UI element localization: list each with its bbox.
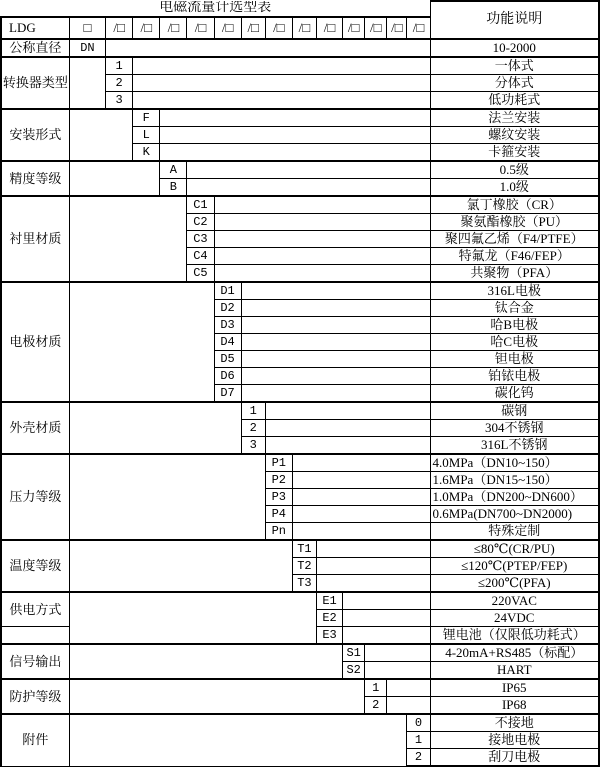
option-description-cell: 法兰安装: [430, 109, 599, 127]
option-description-cell: 4.0MPa（DN10~150）: [430, 454, 599, 472]
spacer-cell: [265, 437, 430, 455]
option-description-cell: 316L不锈钢: [430, 437, 599, 455]
spacer-cell: [241, 351, 430, 368]
spacer-cell: [69, 402, 241, 454]
spacer-cell: [343, 610, 430, 627]
option-description-cell: 共聚物（PFA）: [430, 265, 599, 283]
option-code-cell: 3: [106, 92, 133, 110]
category-label: 压力等级: [1, 454, 69, 540]
option-code-cell: D3: [214, 317, 241, 334]
option-code-cell: D6: [214, 368, 241, 385]
option-code-cell: 1: [407, 732, 430, 749]
spacer-cell: [241, 368, 430, 385]
model-slot-box: /□: [133, 17, 160, 39]
model-slot-box: /□: [160, 17, 187, 39]
category-label: 衬里材质: [1, 196, 69, 282]
category-label: 信号输出: [1, 644, 69, 679]
category-label: 供电方式: [1, 592, 69, 627]
option-description-cell: 316L电极: [430, 282, 599, 300]
model-slot-box: /□: [387, 17, 407, 39]
model-slot-box: /□: [292, 17, 316, 39]
option-code-cell: C5: [187, 265, 214, 283]
spacer-cell: [292, 454, 430, 472]
option-description-cell: 1.0级: [430, 179, 599, 197]
option-description-cell: 0.5级: [430, 161, 599, 179]
spacer-cell: [265, 420, 430, 437]
spacer-cell: [187, 179, 430, 197]
model-slot-box: /□: [214, 17, 241, 39]
option-code-cell: C1: [187, 196, 214, 214]
spacer-cell: [316, 558, 430, 575]
option-code-cell: C4: [187, 248, 214, 265]
spacer-cell: [69, 679, 364, 714]
option-code-cell: T3: [292, 575, 316, 593]
spacer-cell: [69, 454, 265, 540]
model-slot-box: /□: [241, 17, 265, 39]
option-code-cell: F: [133, 109, 160, 127]
option-description-cell: 4-20mA+RS485（标配）: [430, 644, 599, 662]
spacer-cell: [69, 540, 292, 592]
spacer-cell: [69, 57, 105, 109]
option-code-cell: S1: [343, 644, 365, 662]
option-code-cell: D2: [214, 300, 241, 317]
option-code-cell: E1: [316, 592, 342, 610]
model-slot-box: /□: [316, 17, 342, 39]
option-code-cell: 2: [241, 420, 265, 437]
option-description-cell: 1.6MPa（DN15~150）: [430, 472, 599, 489]
option-description-cell: 分体式: [430, 75, 599, 92]
spacer-cell: [214, 231, 430, 248]
option-code-cell: E3: [316, 627, 342, 645]
option-code-cell: D1: [214, 282, 241, 300]
spacer-cell: [106, 39, 431, 57]
category-label: 安装形式: [1, 109, 69, 161]
spacer-cell: [69, 161, 159, 196]
option-description-cell: HART: [430, 662, 599, 680]
spacer-cell: [241, 300, 430, 317]
spacer-cell: [133, 57, 430, 75]
option-code-cell: A: [160, 161, 187, 179]
option-description-cell: 接地电极: [430, 732, 599, 749]
model-slot-box: /□: [106, 17, 133, 39]
spacer-cell: [160, 109, 430, 127]
option-description-cell: 1.0MPa（DN200~DN600）: [430, 489, 599, 506]
spacer-cell: [160, 127, 430, 144]
option-description-cell: ≤80℃(CR/PU): [430, 540, 599, 558]
option-code-cell: 3: [241, 437, 265, 455]
option-description-cell: 聚氨酯橡胶（PU）: [430, 214, 599, 231]
model-base-box: □: [69, 17, 105, 39]
category-label-empty: [1, 627, 69, 645]
model-slot-box: /□: [265, 17, 292, 39]
option-code-cell: B: [160, 179, 187, 197]
spacer-cell: [241, 385, 430, 403]
category-label: 外壳材质: [1, 402, 69, 454]
option-description-cell: IP68: [430, 697, 599, 715]
category-label: 精度等级: [1, 161, 69, 196]
option-code-cell: P1: [265, 454, 292, 472]
spacer-cell: [214, 248, 430, 265]
option-description-cell: 哈C电极: [430, 334, 599, 351]
spacer-cell: [160, 144, 430, 162]
spacer-cell: [133, 92, 430, 110]
model-slot-box: /□: [343, 17, 365, 39]
function-column-header: 功能说明: [430, 1, 599, 39]
option-description-cell: 不接地: [430, 714, 599, 732]
model-prefix: LDG: [1, 17, 69, 39]
spacer-cell: [292, 489, 430, 506]
option-description-cell: 0.6MPa(DN700~DN2000): [430, 506, 599, 523]
spacer-cell: [133, 75, 430, 92]
option-description-cell: 220VAC: [430, 592, 599, 610]
category-label: 防护等级: [1, 679, 69, 714]
spacer-cell: [292, 506, 430, 523]
spacer-cell: [241, 334, 430, 351]
option-description-cell: 聚四氟乙烯（F4/PTFE）: [430, 231, 599, 248]
option-description-cell: 特殊定制: [430, 523, 599, 541]
option-description-cell: IP65: [430, 679, 599, 697]
option-code-cell: P3: [265, 489, 292, 506]
spacer-cell: [69, 282, 214, 402]
option-code-cell: 1: [241, 402, 265, 420]
spacer-cell: [387, 679, 430, 697]
option-description-cell: ≤120℃(PTEP/FEP): [430, 558, 599, 575]
model-slot-box: /□: [365, 17, 387, 39]
option-code-cell: C2: [187, 214, 214, 231]
spacer-cell: [69, 714, 407, 766]
spacer-cell: [343, 627, 430, 645]
option-description-cell: 10-2000: [430, 39, 599, 57]
category-label: 附件: [1, 714, 69, 766]
spacer-cell: [343, 592, 430, 610]
option-code-cell: 2: [407, 749, 430, 767]
option-description-cell: 碳钢: [430, 402, 599, 420]
spacer-cell: [265, 402, 430, 420]
option-code-cell: C3: [187, 231, 214, 248]
spacer-cell: [292, 472, 430, 489]
spacer-cell: [292, 523, 430, 541]
category-label: 公称直径: [1, 39, 69, 57]
spacer-cell: [365, 662, 430, 680]
option-description-cell: 特氟龙（F46/FEP）: [430, 248, 599, 265]
option-description-cell: 哈B电极: [430, 317, 599, 334]
model-slot-box: /□: [407, 17, 430, 39]
option-code-cell: E2: [316, 610, 342, 627]
option-code-cell: 1: [106, 57, 133, 75]
spacer-cell: [316, 575, 430, 593]
option-description-cell: 氯丁橡胶（CR）: [430, 196, 599, 214]
option-code-cell: D5: [214, 351, 241, 368]
option-code-cell: T1: [292, 540, 316, 558]
spacer-cell: [69, 109, 132, 161]
option-code-cell: P4: [265, 506, 292, 523]
option-description-cell: 碳化钨: [430, 385, 599, 403]
option-code-cell: L: [133, 127, 160, 144]
spacer-cell: [69, 592, 316, 644]
option-description-cell: 一体式: [430, 57, 599, 75]
option-code-cell: 0: [407, 714, 430, 732]
option-description-cell: 卡箍安装: [430, 144, 599, 162]
spacer-cell: [69, 196, 187, 282]
category-label: 转换器类型: [1, 57, 69, 109]
option-description-cell: 锂电池（仅限低功耗式）: [430, 627, 599, 645]
spacer-cell: [214, 265, 430, 283]
option-code-cell: DN: [69, 39, 105, 57]
option-description-cell: ≤200℃(PFA): [430, 575, 599, 593]
spacer-cell: [241, 282, 430, 300]
spacer-cell: [316, 540, 430, 558]
option-code-cell: D7: [214, 385, 241, 403]
option-code-cell: 1: [365, 679, 387, 697]
option-description-cell: 低功耗式: [430, 92, 599, 110]
option-code-cell: Pn: [265, 523, 292, 541]
option-code-cell: 2: [106, 75, 133, 92]
option-code-cell: D4: [214, 334, 241, 351]
table-title: 电磁流量计选型表: [1, 1, 430, 17]
option-description-cell: 螺纹安装: [430, 127, 599, 144]
spacer-cell: [69, 644, 342, 679]
option-description-cell: 钽电极: [430, 351, 599, 368]
option-code-cell: K: [133, 144, 160, 162]
option-code-cell: 2: [365, 697, 387, 715]
option-code-cell: T2: [292, 558, 316, 575]
option-description-cell: 钛合金: [430, 300, 599, 317]
spacer-cell: [241, 317, 430, 334]
category-label: 温度等级: [1, 540, 69, 592]
option-description-cell: 24VDC: [430, 610, 599, 627]
option-code-cell: P2: [265, 472, 292, 489]
spacer-cell: [214, 196, 430, 214]
option-description-cell: 刮刀电极: [430, 749, 599, 767]
option-code-cell: S2: [343, 662, 365, 680]
spacer-cell: [214, 214, 430, 231]
spacer-cell: [387, 697, 430, 715]
spacer-cell: [187, 161, 430, 179]
category-label: 电极材质: [1, 282, 69, 402]
option-description-cell: 铂铱电极: [430, 368, 599, 385]
option-description-cell: 304不锈钢: [430, 420, 599, 437]
spacer-cell: [365, 644, 430, 662]
model-slot-box: /□: [187, 17, 214, 39]
